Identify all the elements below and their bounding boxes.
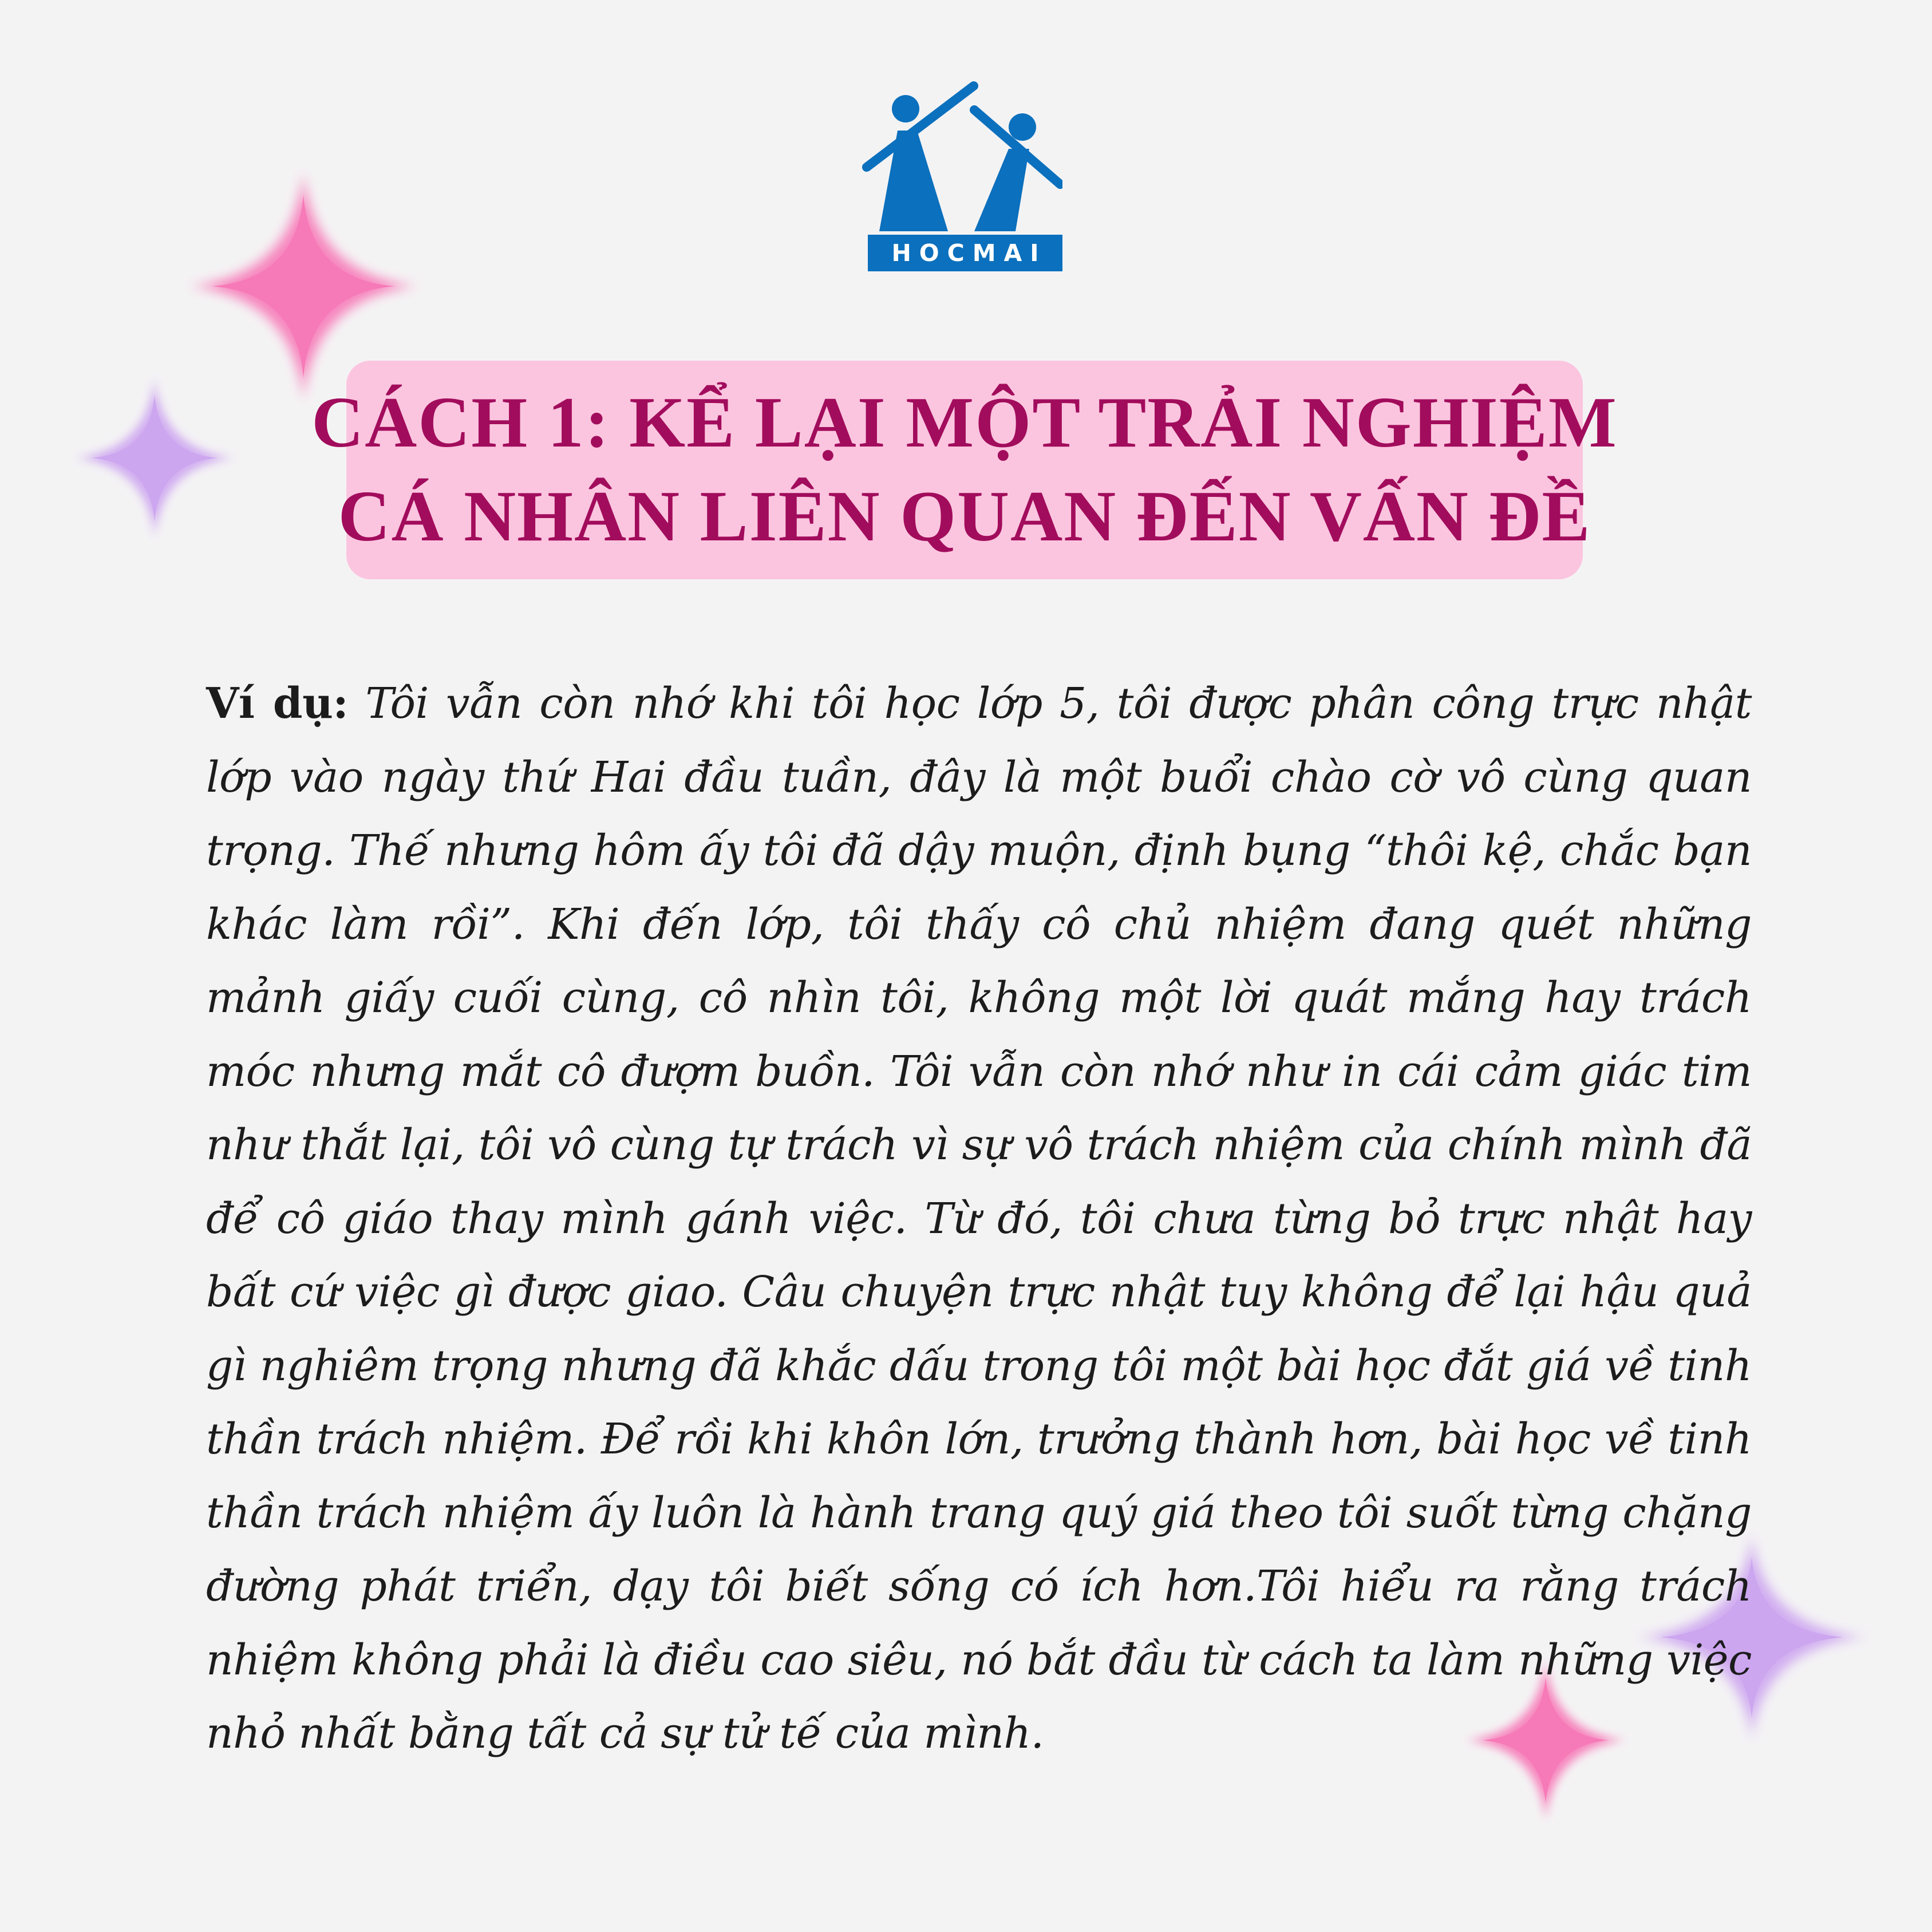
sparkle-purple-left-icon: [74, 378, 235, 538]
example-label: Ví dụ:: [206, 679, 349, 728]
title-box: [311, 361, 1618, 579]
logo-figures-icon: [862, 81, 1062, 236]
hocmai-logo: [862, 81, 1062, 276]
title-line-1: CÁCH 1: KỂ LẠI MỘT TRẢI NGHIỆM: [311, 383, 1618, 463]
title-line-2: CÁ NHÂN LIÊN QUAN ĐẾN VẤN ĐỀ: [338, 477, 1591, 556]
example-text: Tôi vẫn còn nhớ khi tôi học lớp 5, tôi được phân công trực nhật lớp vào ngày thứ Hai đầu tuần, đây là một buổi chào cờ vô cùng quan trọng. Thế nhưng hôm ấy tôi đã dậy muộn, định bụng “thôi kệ, chắc bạn khác làm rồi”. Khi đến lớp, tôi thấy cô chủ nhiệm đang quét những mảnh giấy cuối cùng, cô nhìn tôi, không một lời quát mắng hay trách móc nhưng mắt cô đượm buồn. Tôi vẫn còn nhớ như in cái cảm giác tim như thắt lại, tôi vô cùng tự trách vì sự vô trách nhiệm của chính mình đã để cô giáo thay mình gánh việc. Từ đó, tôi chưa từng bỏ trực nhật hay bất cứ việc gì được giao. Câu chuyện trực nhật tuy không để lại hậu quả gì nghiêm trọng nhưng đã khắc dấu trong tôi một bài học đắt giá về tinh thần trách nhiệm. Để rồi khi khôn lớn, trưởng thành hơn, bài học về tinh thần trách nhiệm ấy luôn là hành trang quý giá theo tôi suốt từng chặng đường phát triển, dạy tôi biết sống có ích hơn.Tôi hiểu ra rằng trách nhiệm không phải là điều cao siêu, nó bắt đầu từ cách ta làm những việc nhỏ nhất bằng tất cả sự tử tế của mình.: [206, 679, 1752, 1758]
logo-wordmark: HOCMAI: [868, 235, 1062, 271]
example-paragraph: [206, 667, 1752, 1771]
